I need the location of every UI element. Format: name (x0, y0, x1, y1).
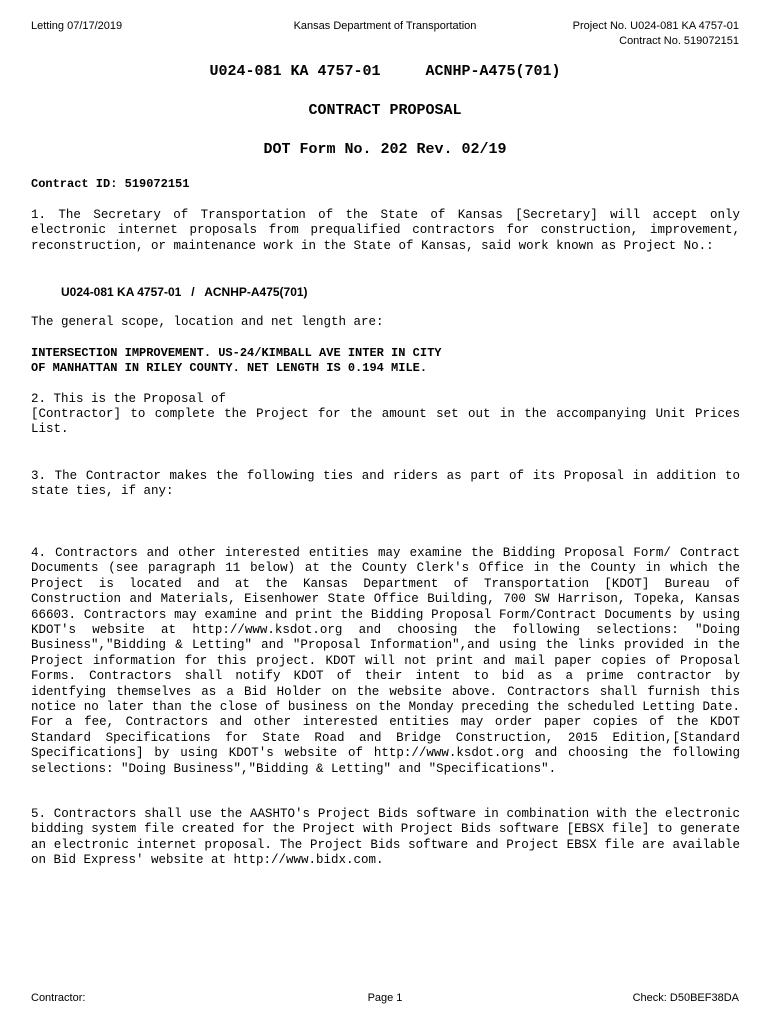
project-title: U024-081 KA 4757-01 ACNHP-A475(701) (209, 63, 561, 80)
paragraph-2-rest: [Contractor] to complete the Project for the amount set out in the accompanying Unit Prices List. (31, 407, 748, 437)
paragraph-2-line-1: 2. This is the Proposal of (31, 392, 227, 406)
footer-contractor: Contractor: (31, 992, 86, 1004)
form-title: DOT Form No. 202 Rev. 02/19 (263, 141, 507, 158)
project-number: Project No. U024-081 KA 4757-01 (572, 20, 739, 32)
letting-date: Letting 07/17/2019 (31, 20, 123, 32)
paragraph-3: 3. The Contractor makes the following ties and riders as part of its Proposal in addition to state ties, if any: (31, 469, 748, 499)
contract-number: Contract No. 519072151 (619, 35, 739, 47)
scope-line-1: INTERSECTION IMPROVEMENT. US-24/KIMBALL AVE INTER IN CITY (31, 346, 442, 360)
scope-intro: The general scope, location and net length are: (31, 315, 384, 329)
agency-name: Kansas Department of Transportation (293, 20, 477, 32)
footer-page-number: Page 1 (367, 992, 403, 1004)
scope-line-2: OF MANHATTAN IN RILEY COUNTY. NET LENGTH IS 0.194 MILE. (31, 361, 428, 375)
paragraph-1: 1. The Secretary of Transportation of the State of Kansas [Secretary] will accept only electronic internet proposals from prequalified contractors for construction, improvement, reconstruction, or maintenance work in the State of Kansas, said work known as Project No.: (31, 208, 748, 253)
project-contract-numbers (573, 19, 739, 49)
paragraph-4: 4. Contractors and other interested entities may examine the Bidding Proposal Form/ Contract Documents (see paragraph 11 below) at the County Clerk's Office in the County in which the Project is located and at the Kansas Department of Transportation [KDOT] Bureau of Construction and Materials, Eisenhower State Office Building, 700 SW Harrison, Topeka, Kansas 66603. Contractors may examine and print the Bidding Proposal Form/Contract Documents by using KDOT's website at http://www.ksdot.org and choosing the following selections: "Doing Business","Bidding & Letting" and "Proposal Information",and using the links provided in the Project information for this project. KDOT will not print and mail paper copies of Proposal Forms. Contractors shall notify KDOT of their intent to bid as a prime contractor by identfying themselves as a Bid Holder on the website above. Contractors shall furnish this notice no later than the close of business on the Monday preceding the scheduled Letting Date. For a fee, Contractors and other interested entities may order paper copies of the KDOT Standard Specifications for State Road and Bridge Construction, 2015 Edition,[Standard Specifications] by using KDOT's website of http://www.ksdot.org and choosing the following selections: "Doing Business","Bidding & Letting" and "Specifications". (31, 546, 748, 776)
footer-check: Check: D50BEF38DA (632, 992, 739, 1004)
project-line: U024-081 KA 4757-01 / ACNHP-A475(701) (61, 285, 308, 299)
contract-id: Contract ID: 519072151 (31, 177, 190, 191)
proposal-title: CONTRACT PROPOSAL (308, 102, 462, 119)
paragraph-5: 5. Contractors shall use the AASHTO's Project Bids software in combination with the electronic bidding system file created for the Project with Project Bids software [EBSX file] to generate an electronic internet proposal. The Project Bids software and Project EBSX file are available on Bid Express' website at http://www.bidx.com. (31, 807, 748, 868)
